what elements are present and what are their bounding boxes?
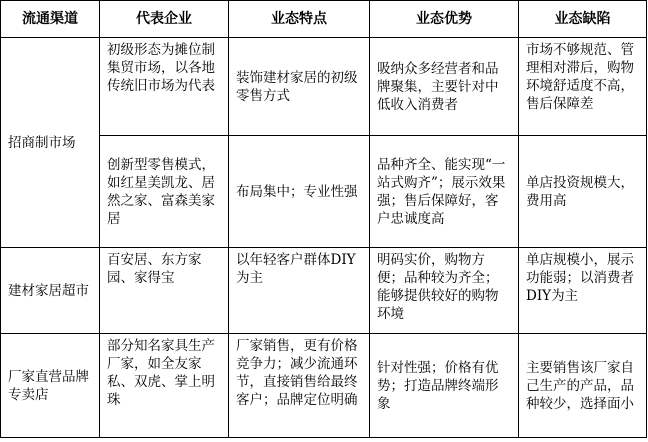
features-cell: 布局集中；专业性强 bbox=[229, 136, 370, 248]
defects-cell: 市场不够规范、管理相对滞后，购物环境舒适度不高，售后保障差 bbox=[519, 38, 647, 136]
enterprise-cell: 初级形态为摊位制集贸市场，以各地传统旧市场为代表 bbox=[100, 38, 229, 136]
header-channel: 流通渠道 bbox=[1, 1, 100, 38]
enterprise-cell: 部分知名家具生产厂家，如全友家私、双虎、掌上明珠 bbox=[100, 334, 229, 438]
header-features: 业态特点 bbox=[229, 1, 370, 38]
header-enterprise: 代表企业 bbox=[100, 1, 229, 38]
header-defects: 业态缺陷 bbox=[519, 1, 647, 38]
advantages-cell: 针对性强；价格有优势；打造品牌终端形象 bbox=[370, 334, 519, 438]
channel-cell: 厂家直营品牌专卖店 bbox=[1, 334, 100, 438]
defects-cell: 主要销售该厂家自己生产的产品，品种较少，选择面小 bbox=[519, 334, 647, 438]
channel-cell: 建材家居超市 bbox=[1, 248, 100, 334]
advantages-cell: 吸纳众多经营者和品牌聚集，主要针对中低收入消费者 bbox=[370, 38, 519, 136]
enterprise-cell: 百安居、东方家园、家得宝 bbox=[100, 248, 229, 334]
table-row bbox=[1, 248, 647, 334]
defects-cell: 单店投资规模大，费用高 bbox=[519, 136, 647, 248]
defects-cell: 单店规模小，展示功能弱；以消费者DIY为主 bbox=[519, 248, 647, 334]
features-cell: 以年轻客户群体DIY为主 bbox=[229, 248, 370, 334]
features-cell: 厂家销售，更有价格竞争力；减少流通环节，直接销售给最终客户；品牌定位明确 bbox=[229, 334, 370, 438]
enterprise-cell: 创新型零售模式，如红星美凯龙、居然之家、富森美家居 bbox=[100, 136, 229, 248]
table-row bbox=[1, 38, 647, 136]
features-cell: 装饰建材家居的初级零售方式 bbox=[229, 38, 370, 136]
channel-cell: 招商制市场 bbox=[1, 38, 100, 248]
table-row bbox=[1, 334, 647, 438]
advantages-cell: 明码实价，购物方便；品种较为齐全；能够提供较好的购物环境 bbox=[370, 248, 519, 334]
header-advantages: 业态优势 bbox=[370, 1, 519, 38]
header-row bbox=[1, 1, 647, 38]
advantages-cell: 品种齐全、能实现“一站式购齐”；展示效果强；售后保障好，客户忠诚度高 bbox=[370, 136, 519, 248]
